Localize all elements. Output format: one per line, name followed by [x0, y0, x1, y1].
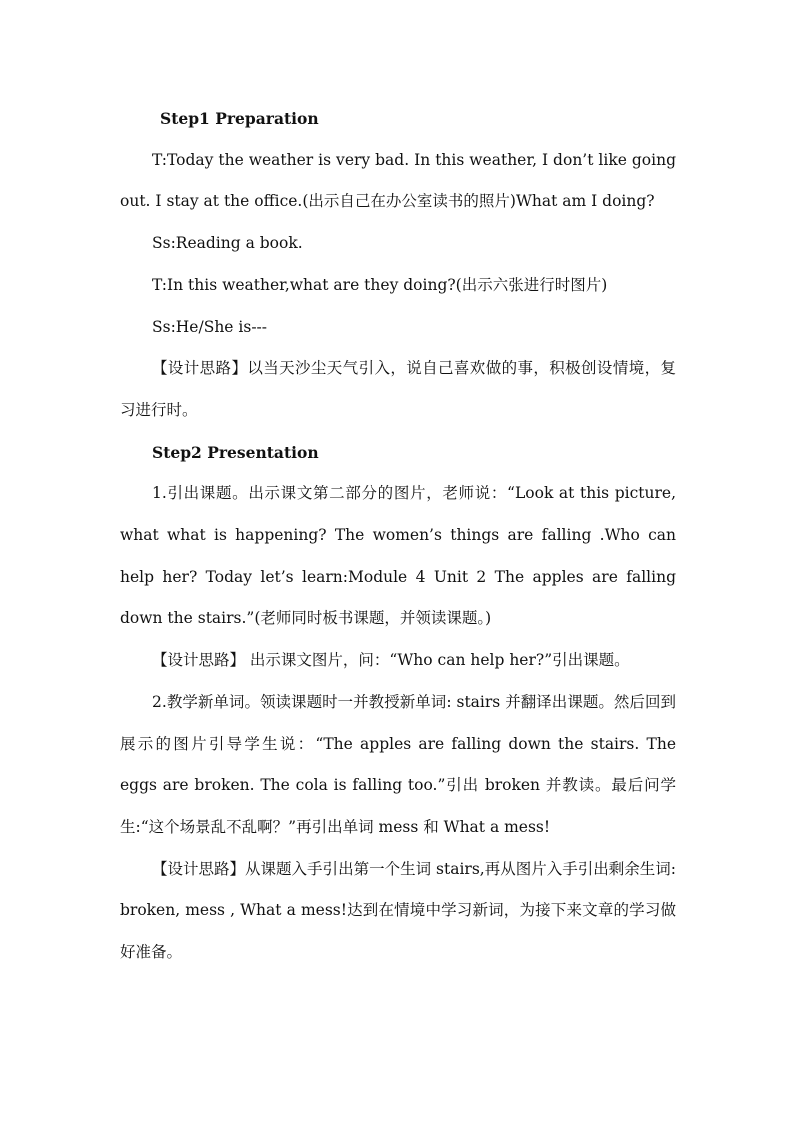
paragraph-students-reply-2: Ss:He/She is---	[152, 317, 268, 336]
paragraph-introduce-topic: 1.引出课题。出示课文第二部分的图片，老师说：“Look at this picture, what what is happening? The women’s things are falling .Who can help her? Today let’s learn:Module 4 Unit 2 The apples are falling down the stairs.”(老师同时板书课题，并领读课题。)	[120, 484, 676, 628]
step1-heading: Step1 Preparation	[160, 109, 319, 128]
design-note-3: 【设计思路】从课题入手引出第一个生词 stairs,再从图片入手引出剩余生词: broken, mess , What a mess!达到在情境中学习新词，为接下来文章的学习做好准备。	[120, 859, 676, 962]
document-page	[120, 98, 676, 974]
paragraph-teacher-intro: T:Today the weather is very bad. In this weather, I don’t like going out. I stay at the office.(出示自己在办公室读书的照片)What am I doing?	[120, 150, 676, 211]
paragraph-teach-new-words: 2.教学新单词。领读课题时一并教授新单词: stairs 并翻译出课题。然后回到展示的图片引导学生说：“The apples are falling down the stairs. The eggs are broken. The cola is falling too.”引出 broken 并教读。最后问学生:“这个场景乱不乱啊？”再引出单词 mess 和 What a mess!	[120, 692, 676, 836]
paragraph-teacher-question: T:In this weather,what are they doing?(出示六张进行时图片)	[152, 275, 608, 294]
step2-heading: Step2 Presentation	[152, 442, 319, 462]
design-note-1: 【设计思路】以当天沙尘天气引入，说自己喜欢做的事，积极创设情境，复习进行时。	[120, 359, 676, 419]
paragraph-students-reply-1: Ss:Reading a book.	[152, 234, 303, 253]
design-note-2: 【设计思路】 出示课文图片，问：“Who can help her?”引出课题。	[152, 651, 630, 670]
